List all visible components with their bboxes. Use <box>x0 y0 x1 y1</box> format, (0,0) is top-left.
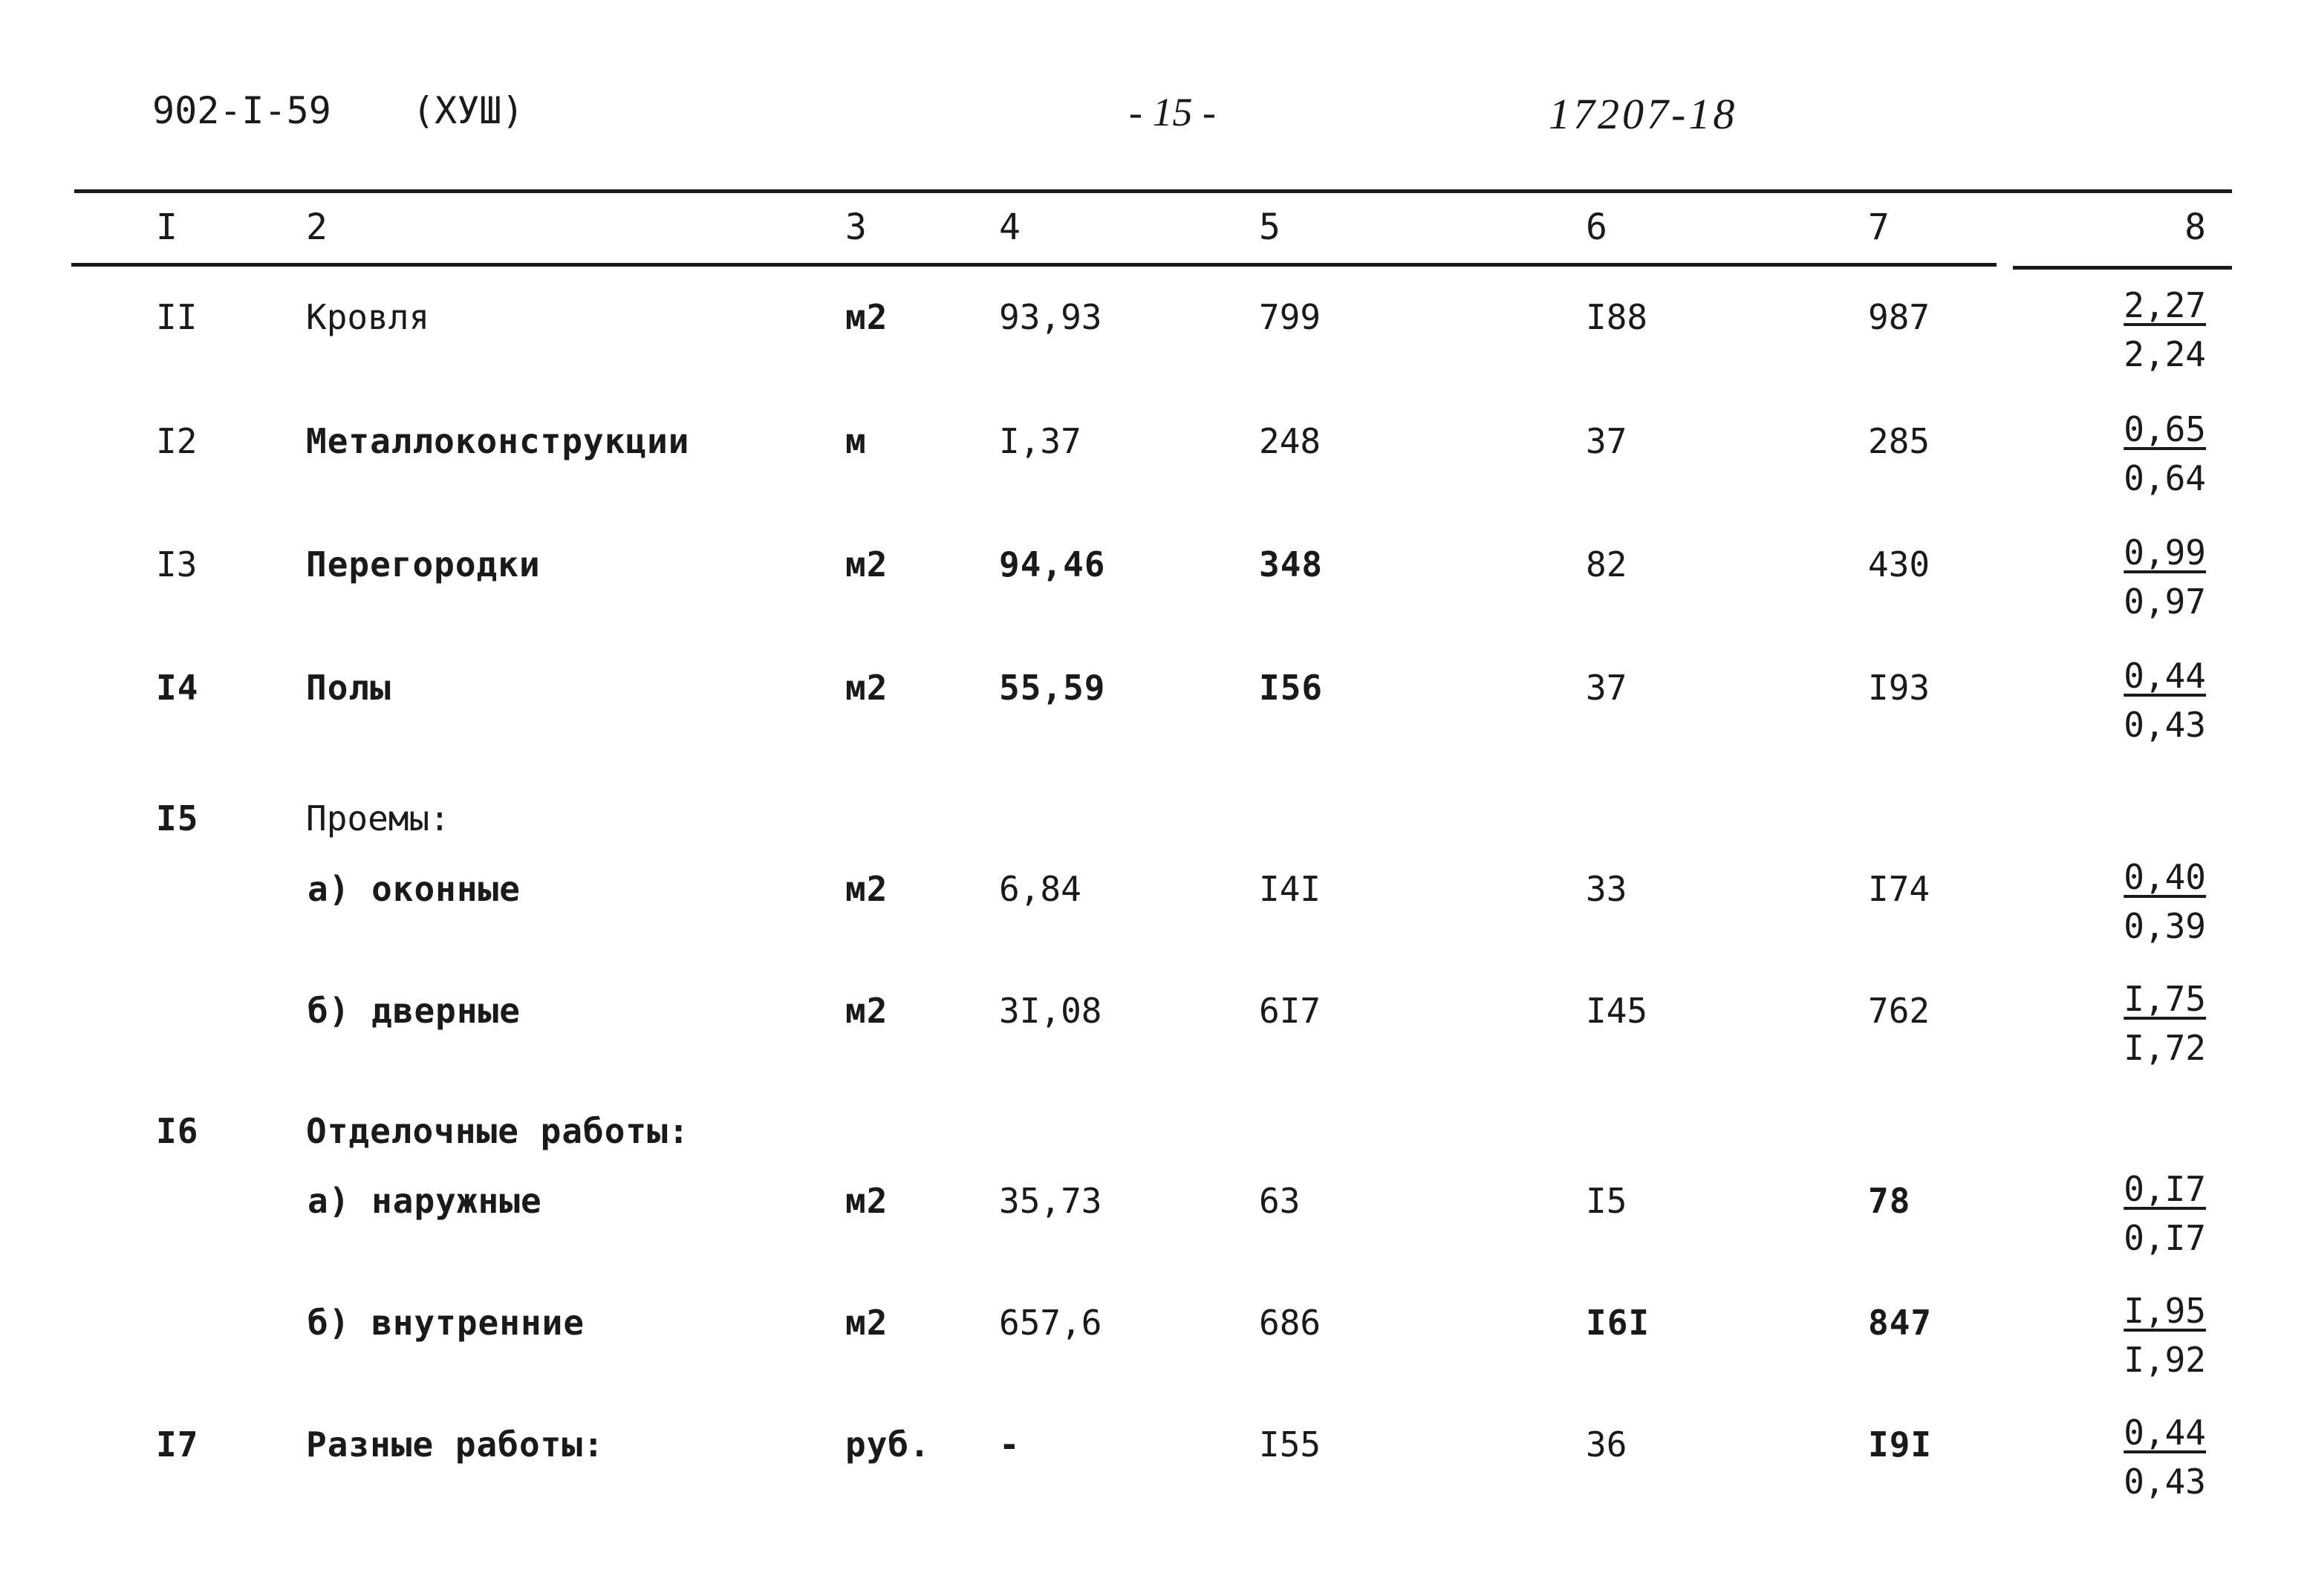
value-col8-top: I,95 <box>2124 1291 2206 1331</box>
column-header-4: 4 <box>999 206 1021 248</box>
series-code: (ХУШ) <box>412 89 524 132</box>
value-col8-top: 0,65 <box>2124 409 2206 449</box>
table-top-rule <box>74 189 2232 193</box>
value-col6: I45 <box>1586 991 1648 1031</box>
work-name: а) оконные <box>308 869 521 909</box>
value-col7: 430 <box>1868 544 1930 584</box>
work-name: Кровля <box>306 297 430 337</box>
value-col7: 847 <box>1868 1303 1933 1343</box>
column-header-row <box>0 206 2307 258</box>
value-col8-top: I,75 <box>2124 979 2206 1019</box>
row-number: II <box>156 297 198 337</box>
column-header-1: I <box>156 206 178 248</box>
value-col6: 36 <box>1586 1424 1627 1465</box>
work-name: Полы <box>306 668 391 708</box>
value-col7: 285 <box>1868 421 1930 461</box>
value-col5: 63 <box>1259 1181 1301 1221</box>
unit: м2 <box>845 668 888 708</box>
work-name: Металлоконструкции <box>306 421 690 461</box>
unit: м2 <box>845 544 888 584</box>
unit: м2 <box>845 1303 888 1343</box>
value-col5: I56 <box>1259 668 1324 708</box>
value-col6: I5 <box>1586 1181 1627 1221</box>
value-col8-bottom: 0,43 <box>2124 1462 2206 1502</box>
quantity: 93,93 <box>999 297 1102 337</box>
value-col5: I4I <box>1259 869 1321 909</box>
quantity: 94,46 <box>999 544 1106 584</box>
value-col8 <box>2057 528 2206 626</box>
header-rule-left <box>71 263 1997 267</box>
quantity: 35,73 <box>999 1181 1102 1221</box>
value-col6: 82 <box>1586 544 1627 584</box>
value-col8-bottom: 0,97 <box>2124 582 2206 622</box>
work-name: б) внутренние <box>308 1303 585 1343</box>
value-col8-bottom: 0,39 <box>2124 906 2206 946</box>
quantity: I,37 <box>999 421 1081 461</box>
column-header-6: 6 <box>1586 206 1607 248</box>
unit: м2 <box>845 869 888 909</box>
inventory-number: 17207-18 <box>1549 90 1738 138</box>
value-col5: 6I7 <box>1259 991 1321 1031</box>
value-col6: 37 <box>1586 668 1627 708</box>
value-col8-bottom: I,92 <box>2124 1340 2206 1380</box>
value-col5: 248 <box>1259 421 1321 461</box>
value-col6: I88 <box>1586 297 1648 337</box>
value-col8 <box>2057 974 2206 1072</box>
value-col6: 33 <box>1586 869 1627 909</box>
page-header <box>0 89 2307 156</box>
unit: м2 <box>845 297 888 337</box>
row-number: I7 <box>156 1424 199 1465</box>
value-col7: I9I <box>1868 1424 1933 1465</box>
value-col8-top: 0,99 <box>2124 532 2206 573</box>
value-col7: 78 <box>1868 1181 1911 1221</box>
section-title: Отделочные работы: <box>306 1111 690 1151</box>
quantity: - <box>999 1424 1021 1465</box>
unit: м2 <box>845 1181 888 1221</box>
header-rule-right <box>2013 266 2232 270</box>
value-col8-top: 0,44 <box>2124 1413 2206 1453</box>
value-col5: 348 <box>1259 544 1324 584</box>
quantity: 55,59 <box>999 668 1106 708</box>
value-col8-bottom: I,72 <box>2124 1028 2206 1068</box>
value-col8-bottom: 0,64 <box>2124 458 2206 498</box>
value-col8 <box>2057 1408 2206 1506</box>
value-col8-bottom: 0,I7 <box>2124 1218 2206 1258</box>
value-col8 <box>2057 1286 2206 1384</box>
column-header-5: 5 <box>1259 206 1281 248</box>
value-col8-bottom: 2,24 <box>2124 334 2206 374</box>
row-number: I4 <box>156 668 199 708</box>
value-col8-bottom: 0,43 <box>2124 705 2206 745</box>
value-col5: I55 <box>1259 1424 1321 1465</box>
row-number: I6 <box>156 1111 199 1151</box>
unit: руб. <box>845 1424 931 1465</box>
value-col8-top: 0,44 <box>2124 656 2206 696</box>
document-code: 902-I-59 <box>152 89 331 132</box>
value-col7: I74 <box>1868 869 1930 909</box>
value-col8 <box>2057 405 2206 503</box>
value-col7: 987 <box>1868 297 1930 337</box>
value-col5: 799 <box>1259 297 1321 337</box>
value-col8 <box>2057 651 2206 749</box>
quantity: 6,84 <box>999 869 1081 909</box>
value-col8-top: 0,I7 <box>2124 1169 2206 1209</box>
value-col7: I93 <box>1868 668 1930 708</box>
value-col8-top: 2,27 <box>2124 285 2206 325</box>
value-col8 <box>2057 853 2206 951</box>
value-col6: 37 <box>1586 421 1627 461</box>
work-name: б) дверные <box>308 991 521 1031</box>
value-col7: 762 <box>1868 991 1930 1031</box>
work-name: а) наружные <box>308 1181 542 1221</box>
value-col8-top: 0,40 <box>2124 857 2206 897</box>
row-number: I3 <box>156 544 198 584</box>
work-name: Разные работы: <box>306 1424 605 1465</box>
value-col5: 686 <box>1259 1303 1321 1343</box>
unit: м2 <box>845 991 888 1031</box>
row-number: I5 <box>156 798 199 838</box>
page-number: - 15 - <box>1129 90 1216 134</box>
quantity: 3I,08 <box>999 991 1102 1031</box>
value-col8 <box>2057 281 2206 379</box>
quantity: 657,6 <box>999 1303 1102 1343</box>
column-header-2: 2 <box>306 206 328 248</box>
column-header-8: 8 <box>2184 206 2206 248</box>
work-name: Перегородки <box>306 544 541 584</box>
unit: м <box>845 421 867 461</box>
value-col8 <box>2057 1165 2206 1263</box>
row-number: I2 <box>156 421 198 461</box>
column-header-3: 3 <box>845 206 867 248</box>
section-title: Проемы: <box>306 798 450 838</box>
value-col6: I6I <box>1586 1303 1650 1343</box>
column-header-7: 7 <box>1868 206 1890 248</box>
